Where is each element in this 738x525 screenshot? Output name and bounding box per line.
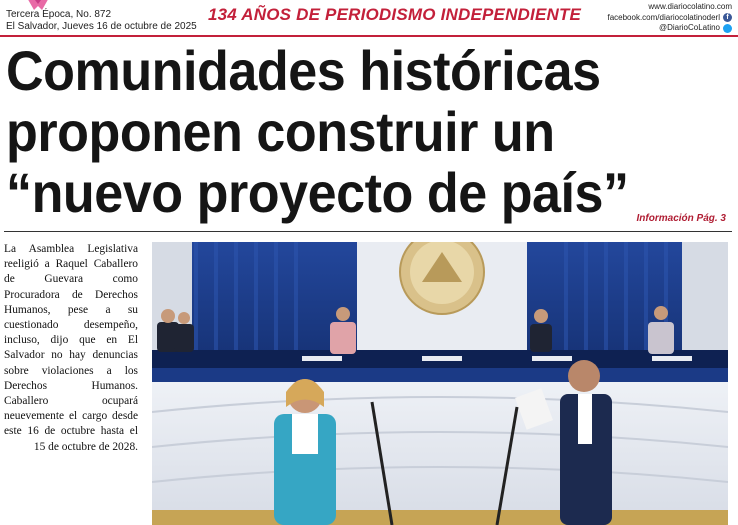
website-text: www.diariocolatino.com — [648, 2, 732, 11]
edition-date: El Salvador, Jueves 16 de octubre de 2025 — [6, 21, 197, 32]
facebook-text: facebook.com/diariocolatinoderl — [607, 12, 720, 22]
facebook-icon: f — [723, 13, 732, 22]
twitter-text: @DiarioCoLatino — [658, 23, 720, 32]
twitter-icon — [723, 24, 732, 33]
website-link[interactable] — [592, 2, 732, 13]
article-body: La Asamblea Legislativa reeligió a Raquel Caballero de Guevara como Procuradora de Derechos Humanos, pese a su cuestionado desempeño, incluso, dijo que en El Salvador no hay denuncias sobre violaciones a los Derechos Humanos. Caballero ocupará neuevemente el cargo desde este 16 de octubre hasta el 15 de octubre de 2028. — [4, 243, 138, 453]
edition-info — [6, 9, 197, 33]
headline-line-2: proponen construir un — [6, 100, 555, 163]
seal-emblem — [400, 242, 484, 314]
masthead-slogan: 134 AÑOS DE PERIODISMO INDEPENDIENTE — [208, 5, 582, 24]
edition-number: Tercera Época, No. 872 — [6, 9, 112, 20]
main-headline — [6, 40, 681, 223]
twitter-link[interactable] — [592, 23, 732, 34]
ceremony-photo — [152, 242, 728, 525]
facebook-link[interactable] — [592, 13, 732, 24]
masthead-divider — [0, 35, 738, 37]
headline-line-1: Comunidades históricas — [6, 39, 601, 102]
social-links — [592, 2, 732, 34]
headline-line-3: “nuevo proyecto de país” — [6, 161, 629, 224]
section-divider — [4, 231, 732, 232]
page-reference: Información Pág. 3 — [636, 213, 726, 224]
